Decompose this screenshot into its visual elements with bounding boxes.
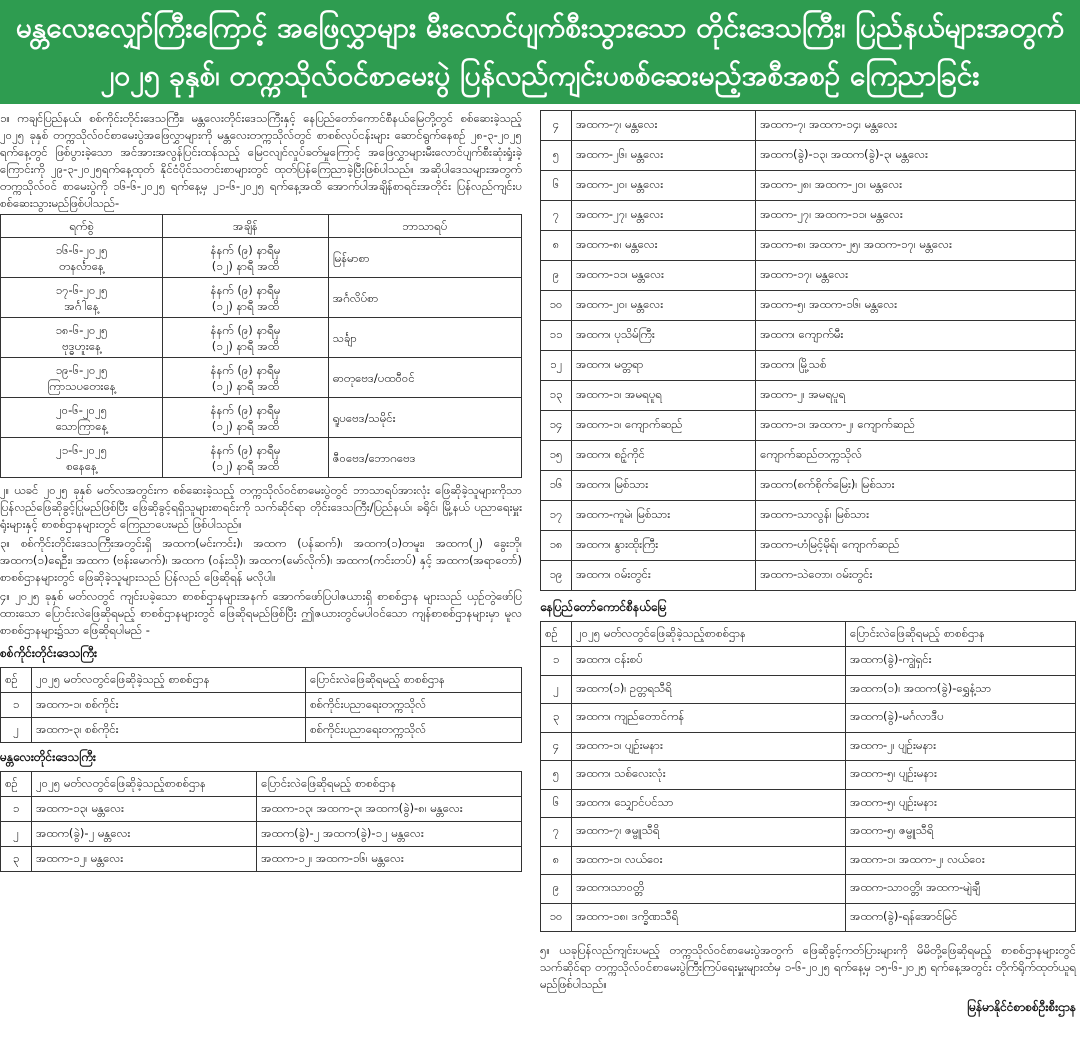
schedule-time-cell <box>163 318 329 358</box>
row-number-cell: ၇ <box>541 201 572 231</box>
date-text: ၁၉-၆-၂၀၂၅ <box>55 362 108 377</box>
schedule-date-cell <box>1 238 163 278</box>
table-row <box>1 278 522 318</box>
schedule-subject-cell: ဓာတုဗေဒ/ပထဝီဝင် <box>328 358 521 398</box>
new-center-cell: အထက-၅၊ ပျဉ်းမနား <box>846 789 1076 818</box>
column-header-subject: ဘာသာရပ် <box>328 215 521 238</box>
date-text: ၁၆-၆-၂၀၂၅ <box>55 242 108 257</box>
table-row <box>541 141 1076 171</box>
row-number-cell: ၁၃ <box>541 381 572 411</box>
new-center-cell: အထက(ခွဲ)-၂ အထက(ခွဲ)-၁၂ မန္တလေး <box>257 822 522 847</box>
table-row <box>1 822 522 847</box>
time-start-text: နံနက် (၉) နာရီမှ <box>210 322 281 337</box>
row-number-cell: ၁၀ <box>541 903 572 932</box>
table-row <box>541 111 1076 141</box>
old-center-cell: အထက-၁၊ အမရပူရ <box>572 381 756 411</box>
old-center-cell: အထက၊ သျှောင်ပင်သာ <box>572 789 846 818</box>
table-row <box>541 675 1076 704</box>
old-center-cell: အထက-၁၂၊ မန္တလေး <box>32 847 257 872</box>
old-center-cell: အထက-၇၊ မန္တလေး <box>572 111 756 141</box>
row-number-cell: ၆ <box>541 789 572 818</box>
table-row <box>541 704 1076 733</box>
day-text: အင်္ဂါနေ့ <box>64 298 99 313</box>
old-center-cell: အထက-၁၊ ပျဉ်းမနား <box>572 732 846 761</box>
column-header-no: စဉ် <box>1 772 32 797</box>
section-title-mandalay: မန္တလေးတိုင်းဒေသကြီး <box>0 750 96 764</box>
old-center-cell: အထက-၃၊ စစ်ကိုင်း <box>32 718 306 743</box>
new-center-cell: အထက(ခွဲ)-မင်္ဂလာဒီပ <box>846 704 1076 733</box>
row-number-cell: ၂ <box>1 822 32 847</box>
announcement-banner <box>0 0 1080 104</box>
paragraph-4: ၄။ ၂၀၂၅ ခုနှစ် မတ်လတွင် ကျင်းပခဲ့သော စာစစ်ဌာနများအနက် အောက်ဖော်ပြပါဇယားရှိ စာစစ်ဌာန များသည် ယှဉ်တွဲဖော်ပြထားသော ပြောင်းလဲဖြေဆိုရမည့် စာစစ်ဌာနများတွင် ဖြေဆိုရမည်ဖြစ်ပြီး ဤဇယားတွင်မပါဝင်သော ကျန်စာစစ်ဌာနများမှာ မူလစာစစ်ဌာနများ၌သာ ဖြေဆိုရပါမည် - <box>0 589 522 637</box>
new-center-cell: အထက-၁၂၊ အထက-၁၆၊ မန္တလေး <box>257 847 522 872</box>
schedule-subject-cell: သင်္ချာ <box>328 318 521 358</box>
schedule-time-cell <box>163 358 329 398</box>
day-text: တနင်္လာနေ့ <box>59 258 104 273</box>
schedule-time-cell <box>163 438 329 478</box>
time-start-text: နံနက် (၉) နာရီမှ <box>210 242 281 257</box>
row-number-cell: ၁ <box>1 693 32 718</box>
row-number-cell: ၃ <box>1 847 32 872</box>
section-title-naypyitaw: နေပြည်တော်ကောင်စီနယ်မြေ <box>540 600 667 614</box>
table-row <box>1 318 522 358</box>
old-center-cell: အထက-၂၀၊ မန္တလေး <box>572 291 756 321</box>
table-row <box>541 818 1076 847</box>
column-header-new-center: ပြောင်းလဲဖြေဆိုရမည့် စာစစ်ဌာန <box>846 622 1076 647</box>
table-row <box>541 732 1076 761</box>
time-end-text: (၁၂) နာရီ အထိ <box>211 458 280 473</box>
paragraph-5: ၅။ ယခုပြန်လည်ကျင်းပမည့် တက္ကသိုလ်ဝင်စာမေးပွဲအတွက် ဖြေဆိုခွင့်ကတ်ပြားများကို မိမိတို့ဖြေဆိုရမည့် စာစစ်ဌာနများတွင် သက်ဆိုင်ရာ တက္ကသိုလ်ဝင်စာမေးပွဲကြီးကြပ်ရေးမှူးများထံမှ ၁-၆-၂၀၂၅ ရက်နေ့မှ ၁၅-၆-၂၀၂၅ ရက်နေ့အတွင်း တိုက်ရိုက်ထုတ်ယူရမည်ဖြစ်ပါသည်။ <box>540 943 1076 991</box>
exam-schedule-table <box>0 214 522 478</box>
new-center-cell: အထက-၈၊ အထက-၂၅၊ အထက-၁၇၊ မန္တလေး <box>756 231 1076 261</box>
new-center-cell: အထက-သာဝတ္တိ၊ အထက-မျဲချီ <box>846 875 1076 904</box>
row-number-cell: ၁ <box>1 797 32 822</box>
right-column <box>540 110 1076 1017</box>
mandalay-centers-table-part2 <box>540 110 1076 591</box>
time-end-text: (၁၂) နာရီ အထိ <box>211 378 280 393</box>
time-end-text: (၁၂) နာရီ အထိ <box>211 258 280 273</box>
old-center-cell: အထက၊ မြစ်သား <box>572 471 756 501</box>
new-center-cell: အထက-သဲတော၊ ဝမ်းတွင်း <box>756 561 1076 591</box>
table-row <box>541 441 1076 471</box>
row-number-cell: ၆ <box>541 171 572 201</box>
row-number-cell: ၄ <box>541 732 572 761</box>
schedule-date-cell <box>1 318 163 358</box>
table-row <box>541 321 1076 351</box>
column-header-old-center: ၂၀၂၅ မတ်လတွင်ဖြေဆိုခဲ့သည့် စာစစ်ဌာန <box>32 668 306 693</box>
row-number-cell: ၄ <box>541 111 572 141</box>
date-text: ၂၀-၆-၂၀၂၅ <box>56 402 108 417</box>
new-center-cell: အထက-ဟံမြင့်မိုရ်၊ ကျောက်ဆည် <box>756 531 1076 561</box>
old-center-cell: အထက(၁)၊ ဥတ္တရသီရိ <box>572 675 846 704</box>
row-number-cell: ၁၄ <box>541 411 572 441</box>
banner-title-line2: ၂၀၂၅ ခုနှစ်၊ တက္ကသိုလ်ဝင်စာမေးပွဲ ပြန်လည်ကျင်းပစစ်ဆေးမည့်အစီအစဉ် ကြေညာခြင်း <box>100 59 980 92</box>
old-center-cell: အထက-၈၊ မန္တလေး <box>572 231 756 261</box>
new-center-cell: အထက-၁၇၊ မန္တလေး <box>756 261 1076 291</box>
row-number-cell: ၂ <box>541 675 572 704</box>
row-number-cell: ၁၁ <box>541 321 572 351</box>
date-text: ၁၇-၆-၂၀၂၅ <box>55 282 108 297</box>
paragraph-1: ၁။ ကချင်ပြည်နယ်၊ စစ်ကိုင်းတိုင်းဒေသကြီး၊ မန္တလေးတိုင်းဒေသကြီးနှင့် နေပြည်တော်ကောင်စီနယ်မြေတို့တွင် စစ်ဆေးခဲ့သည့် ၂၀၂၅ ခုနှစ် တက္ကသိုလ်ဝင်စာမေးပွဲအဖြေလွှာများကို မန္တလေးတက္ကသိုလ်တွင် စာစစ်လုပ်ငန်းများ ဆောင်ရွက်နေစဉ် ၂၈-၃-၂၀၂၅ ရက်နေ့တွင် ဖြစ်ပွားခဲ့သော အင်အားအလွန်ပြင်းထန်သည့် မြေငလျင်လှုပ်ခတ်မှုကြောင့် အဖြေလွှာများမီးလောင်ပျက်စီးဆုံးရှုံးခဲ့ကြောင်းကို ၂၉-၃-၂၀၂၅ရက်နေ့ထုတ် နိုင်ငံပိုင်သတင်းစာများတွင် ထုတ်ပြန်ကြေညာခဲ့ပြီးဖြစ်ပါသည်။ အဆိုပါဒေသများအတွက် တက္ကသိုလ်ဝင် စာမေးပွဲကို ၁၆-၆-၂၀၂၅ ရက်နေ့မှ ၂၁-၆-၂၀၂၅ ရက်နေ့အထိ အောက်ပါအချိန်စာရင်းအတိုင်း ပြန်လည်ကျင်းပ စစ်ဆေးသွားမည်ဖြစ်ပါသည်- <box>0 111 522 210</box>
table-row <box>541 351 1076 381</box>
time-start-text: နံနက် (၉) နာရီမှ <box>210 442 281 457</box>
new-center-cell: အထက၊ ကျောက်မီး <box>756 321 1076 351</box>
table-header-row <box>1 215 522 238</box>
new-center-cell: အထက-၁၊ အထက-၂၊ ကျောက်ဆည် <box>756 411 1076 441</box>
old-center-cell: အထက၊ ပုသိမ်ကြီး <box>572 321 756 351</box>
schedule-date-cell <box>1 278 163 318</box>
row-number-cell: ၁၇ <box>541 501 572 531</box>
issuer-signature: မြန်မာနိုင်ငံစာစစ်ဦးစီးဌာန <box>967 1000 1076 1014</box>
naypyitaw-centers-table <box>540 621 1076 932</box>
new-center-cell: ကျောက်ဆည်တက္ကသိုလ် <box>756 441 1076 471</box>
day-text: ကြာသပတေးနေ့ <box>47 378 116 393</box>
table-row <box>1 797 522 822</box>
schedule-subject-cell: မြန်မာစာ <box>328 238 521 278</box>
row-number-cell: ၅ <box>541 141 572 171</box>
date-text: ၂၁-၆-၂၀၂၅ <box>56 442 108 457</box>
schedule-time-cell <box>163 398 329 438</box>
new-center-cell: အထက-၁၃၊ အထက-၃၊ အထက(ခွဲ)-၈၊ မန္တလေး <box>257 797 522 822</box>
table-row <box>1 238 522 278</box>
mandalay-centers-table-part1 <box>0 771 522 872</box>
table-header-row <box>541 622 1076 647</box>
old-center-cell: အထက-ကူမဲ၊ မြစ်သား <box>572 501 756 531</box>
table-row <box>541 789 1076 818</box>
column-header-time: အချိန် <box>163 215 329 238</box>
new-center-cell: အထက-၁၊ အထက-၂၊ လယ်ဝေး <box>846 846 1076 875</box>
time-start-text: နံနက် (၉) နာရီမှ <box>210 282 281 297</box>
table-row <box>1 438 522 478</box>
day-text: စနေနေ့ <box>66 458 98 473</box>
old-center-cell: အထက၊ မတ္တရာ <box>572 351 756 381</box>
banner-title-line1: မန္တလေးလျှော်ကြီးကြောင့် အဖြေလွှာများ မီးလောင်ပျက်စီးသွားသော တိုင်းဒေသကြီး၊ ပြည်နယ်များအတွက် <box>15 11 1065 44</box>
table-row <box>541 171 1076 201</box>
new-center-cell: အထက-၅၊ ဇမ္ဗူသီရိ <box>846 818 1076 847</box>
schedule-date-cell <box>1 438 163 478</box>
row-number-cell: ၁၉ <box>541 561 572 591</box>
column-header-new-center: ပြောင်းလဲဖြေဆိုရမည့် စာစစ်ဌာန <box>257 772 522 797</box>
old-center-cell: အထက(ခွဲ)-၂ မန္တလေး <box>32 822 257 847</box>
new-center-cell: အထက၊ မြို့သစ် <box>756 351 1076 381</box>
old-center-cell: အထက-၁၊ ကျောက်ဆည် <box>572 411 756 441</box>
schedule-time-cell <box>163 278 329 318</box>
row-number-cell: ၁၆ <box>541 471 572 501</box>
new-center-cell: အထက(ခွဲ)-ရန်အောင်မြင် <box>846 903 1076 932</box>
old-center-cell: အထက၊ သစ်လေးလုံး <box>572 761 846 790</box>
schedule-subject-cell: ရူပဗေဒ/သမိုင်း <box>328 398 521 438</box>
schedule-subject-cell: ဇီဝဗေဒ/ဘောဂဗေဒ <box>328 438 521 478</box>
new-center-cell: အထက-၇၊ အထက-၁၄၊ မန္တလေး <box>756 111 1076 141</box>
column-header-new-center: ပြောင်းလဲဖြေဆိုရမည့် စာစစ်ဌာန <box>306 668 522 693</box>
table-row <box>541 561 1076 591</box>
old-center-cell: အထက-၂၇၊ မန္တလေး <box>572 201 756 231</box>
table-row <box>541 201 1076 231</box>
new-center-cell: စစ်ကိုင်းပညာရေးတက္ကသိုလ် <box>306 693 522 718</box>
old-center-cell: အထက၊ နွားထိုးကြီး <box>572 531 756 561</box>
day-text: သောကြာနေ့ <box>55 418 108 433</box>
day-text: ဗုဒ္ဓဟူးနေ့ <box>62 338 102 353</box>
time-end-text: (၁၂) နာရီ အထိ <box>211 298 280 313</box>
old-center-cell: အထက-၇၊ ဇမ္ဗူသီရိ <box>572 818 846 847</box>
time-end-text: (၁၂) နာရီ အထိ <box>211 418 280 433</box>
row-number-cell: ၅ <box>541 761 572 790</box>
time-end-text: (၁၂) နာရီ အထိ <box>211 338 280 353</box>
old-center-cell: အထက-၂၀၊ မန္တလေး <box>572 171 756 201</box>
table-row <box>541 531 1076 561</box>
row-number-cell: ၂ <box>1 718 32 743</box>
old-center-cell: အထက၊ ငန်းစပ် <box>572 647 846 676</box>
old-center-cell: အထက-၁၁၊ မန္တလေး <box>572 261 756 291</box>
row-number-cell: ၁၅ <box>541 441 572 471</box>
column-header-old-center: ၂၀၂၅ မတ်လတွင်ဖြေဆိုခဲ့သည့်စာစစ်ဌာန <box>572 622 846 647</box>
new-center-cell: အထက(ခွဲ)-၁၃၊ အထက(ခွဲ)-၃၊ မန္တလေး <box>756 141 1076 171</box>
table-row <box>541 471 1076 501</box>
table-row <box>541 647 1076 676</box>
old-center-cell: အထက-၁၊ လယ်ဝေး <box>572 846 846 875</box>
table-row <box>541 291 1076 321</box>
old-center-cell: အထက၊သာဝတ္တိ <box>572 875 846 904</box>
column-header-no: စဉ် <box>541 622 572 647</box>
old-center-cell: အထက၊ စဉ့်ကိုင် <box>572 441 756 471</box>
old-center-cell: အထက-၁၈၊ ဒက္ခိဏသီရိ <box>572 903 846 932</box>
table-row <box>541 381 1076 411</box>
new-center-cell: အထက(ခွဲ)-ကျွဲရှင်း <box>846 647 1076 676</box>
old-center-cell: အထက၊ ဝမ်းတွင်း <box>572 561 756 591</box>
row-number-cell: ၁၂ <box>541 351 572 381</box>
table-row <box>541 903 1076 932</box>
new-center-cell: အထက-၂၈၊ အထက-၂၀၊ မန္တလေး <box>756 171 1076 201</box>
column-header-old-center: ၂၀၂၅ မတ်လတွင်ဖြေဆိုခဲ့သည့်စာစစ်ဌာန <box>32 772 257 797</box>
date-text: ၁၈-၆-၂၀၂၅ <box>55 322 108 337</box>
table-row <box>541 761 1076 790</box>
table-row <box>541 261 1076 291</box>
table-header-row <box>1 668 522 693</box>
old-center-cell: အထက-၂၆၊ မန္တလေး <box>572 141 756 171</box>
new-center-cell: အထက-၂၊ ပျဉ်းမနား <box>846 732 1076 761</box>
old-center-cell: အထက-၁၃၊ မန္တလေး <box>32 797 257 822</box>
table-row <box>1 358 522 398</box>
row-number-cell: ၇ <box>541 818 572 847</box>
new-center-cell: အထက(စက်စိုက်မြေး)၊ မြစ်သား <box>756 471 1076 501</box>
row-number-cell: ၈ <box>541 846 572 875</box>
section-title-sagaing: စစ်ကိုင်းတိုင်းဒေသကြီး <box>0 646 98 660</box>
row-number-cell: ၁၀ <box>541 291 572 321</box>
schedule-subject-cell: အင်္ဂလိပ်စာ <box>328 278 521 318</box>
table-header-row <box>1 772 522 797</box>
table-row <box>1 693 522 718</box>
sagaing-centers-table <box>0 667 522 743</box>
old-center-cell: အထက-၁၊ စစ်ကိုင်း <box>32 693 306 718</box>
table-row <box>1 398 522 438</box>
column-header-date: ရက်စွဲ <box>1 215 163 238</box>
table-row <box>541 231 1076 261</box>
new-center-cell: အထက-သာလွန်၊ မြစ်သား <box>756 501 1076 531</box>
new-center-cell: အထက-၅၊ အထက-၁၆၊ မန္တလေး <box>756 291 1076 321</box>
table-row <box>1 718 522 743</box>
schedule-time-cell <box>163 238 329 278</box>
new-center-cell: အထက(၁)၊ အထက(ခွဲ)-ရွှေနံ့သာ <box>846 675 1076 704</box>
schedule-date-cell <box>1 358 163 398</box>
paragraph-2: ၂။ ယခင် ၂၀၂၅ ခုနှစ် မတ်လအတွင်းက စစ်ဆေးခဲ့သည့် တက္ကသိုလ်ဝင်စာမေးပွဲတွင် ဘာသာရပ်အားလုံး ဖြေဆိုခဲ့သူများကိုသာ ပြန်လည်ဖြေဆိုခွင့်ပြုမည်ဖြစ်ပြီး ဖြေဆိုခွင့်ရရှိသူများစာရင်းကို သက်ဆိုင်ရာ တိုင်းဒေသကြီး/ပြည်နယ်၊ ခရိုင်၊ မြို့နယ် ပညာရေးမှူးရုံးများနှင့် စာစစ်ဌာနများတွင် ကြေညာပေးမည် ဖြစ်ပါသည်။ <box>0 483 522 531</box>
new-center-cell: အထက-၂၊ အမရပူရ <box>756 381 1076 411</box>
new-center-cell: အထက-၂၇၊ အထက-၁၁၊ မန္တလေး <box>756 201 1076 231</box>
new-center-cell: အထက-၅၊ ပျဉ်းမနား <box>846 761 1076 790</box>
row-number-cell: ၉ <box>541 875 572 904</box>
paragraph-3: ၃။ စစ်ကိုင်းတိုင်းဒေသကြီးအတွင်းရှိ အထက(မင်းကင်း)၊ အထက (ပန်ဆက်)၊ အထက(၁)တမူး၊ အထက(၂) ခွေးဘို၊ အထက(၁)ရေဦး၊ အထက (ဗန်းမောက်)၊ အထက (ဝန်းသို)၊ အထက(မော်လိုက်)၊ အထက(ကင်းတပ်) နှင့် အထက(အရာတော်) စာစစ်ဌာနများတွင် ဖြေဆိုခဲ့သူများသည် ပြန်လည် ဖြေဆိုရန် မလိုပါ။ <box>0 536 522 584</box>
table-row <box>541 501 1076 531</box>
row-number-cell: ၉ <box>541 261 572 291</box>
time-start-text: နံနက် (၉) နာရီမှ <box>210 362 281 377</box>
table-row <box>1 847 522 872</box>
row-number-cell: ၁ <box>541 647 572 676</box>
schedule-date-cell <box>1 398 163 438</box>
row-number-cell: ၁၈ <box>541 531 572 561</box>
table-row <box>541 846 1076 875</box>
time-start-text: နံနက် (၉) နာရီမှ <box>210 402 281 417</box>
old-center-cell: အထက၊ ကျည်တောင်ကန် <box>572 704 846 733</box>
column-header-no: စဉ် <box>1 668 32 693</box>
new-center-cell: စစ်ကိုင်းပညာရေးတက္ကသိုလ် <box>306 718 522 743</box>
row-number-cell: ၈ <box>541 231 572 261</box>
table-row <box>541 411 1076 441</box>
left-column <box>0 110 522 872</box>
table-row <box>541 875 1076 904</box>
row-number-cell: ၃ <box>541 704 572 733</box>
